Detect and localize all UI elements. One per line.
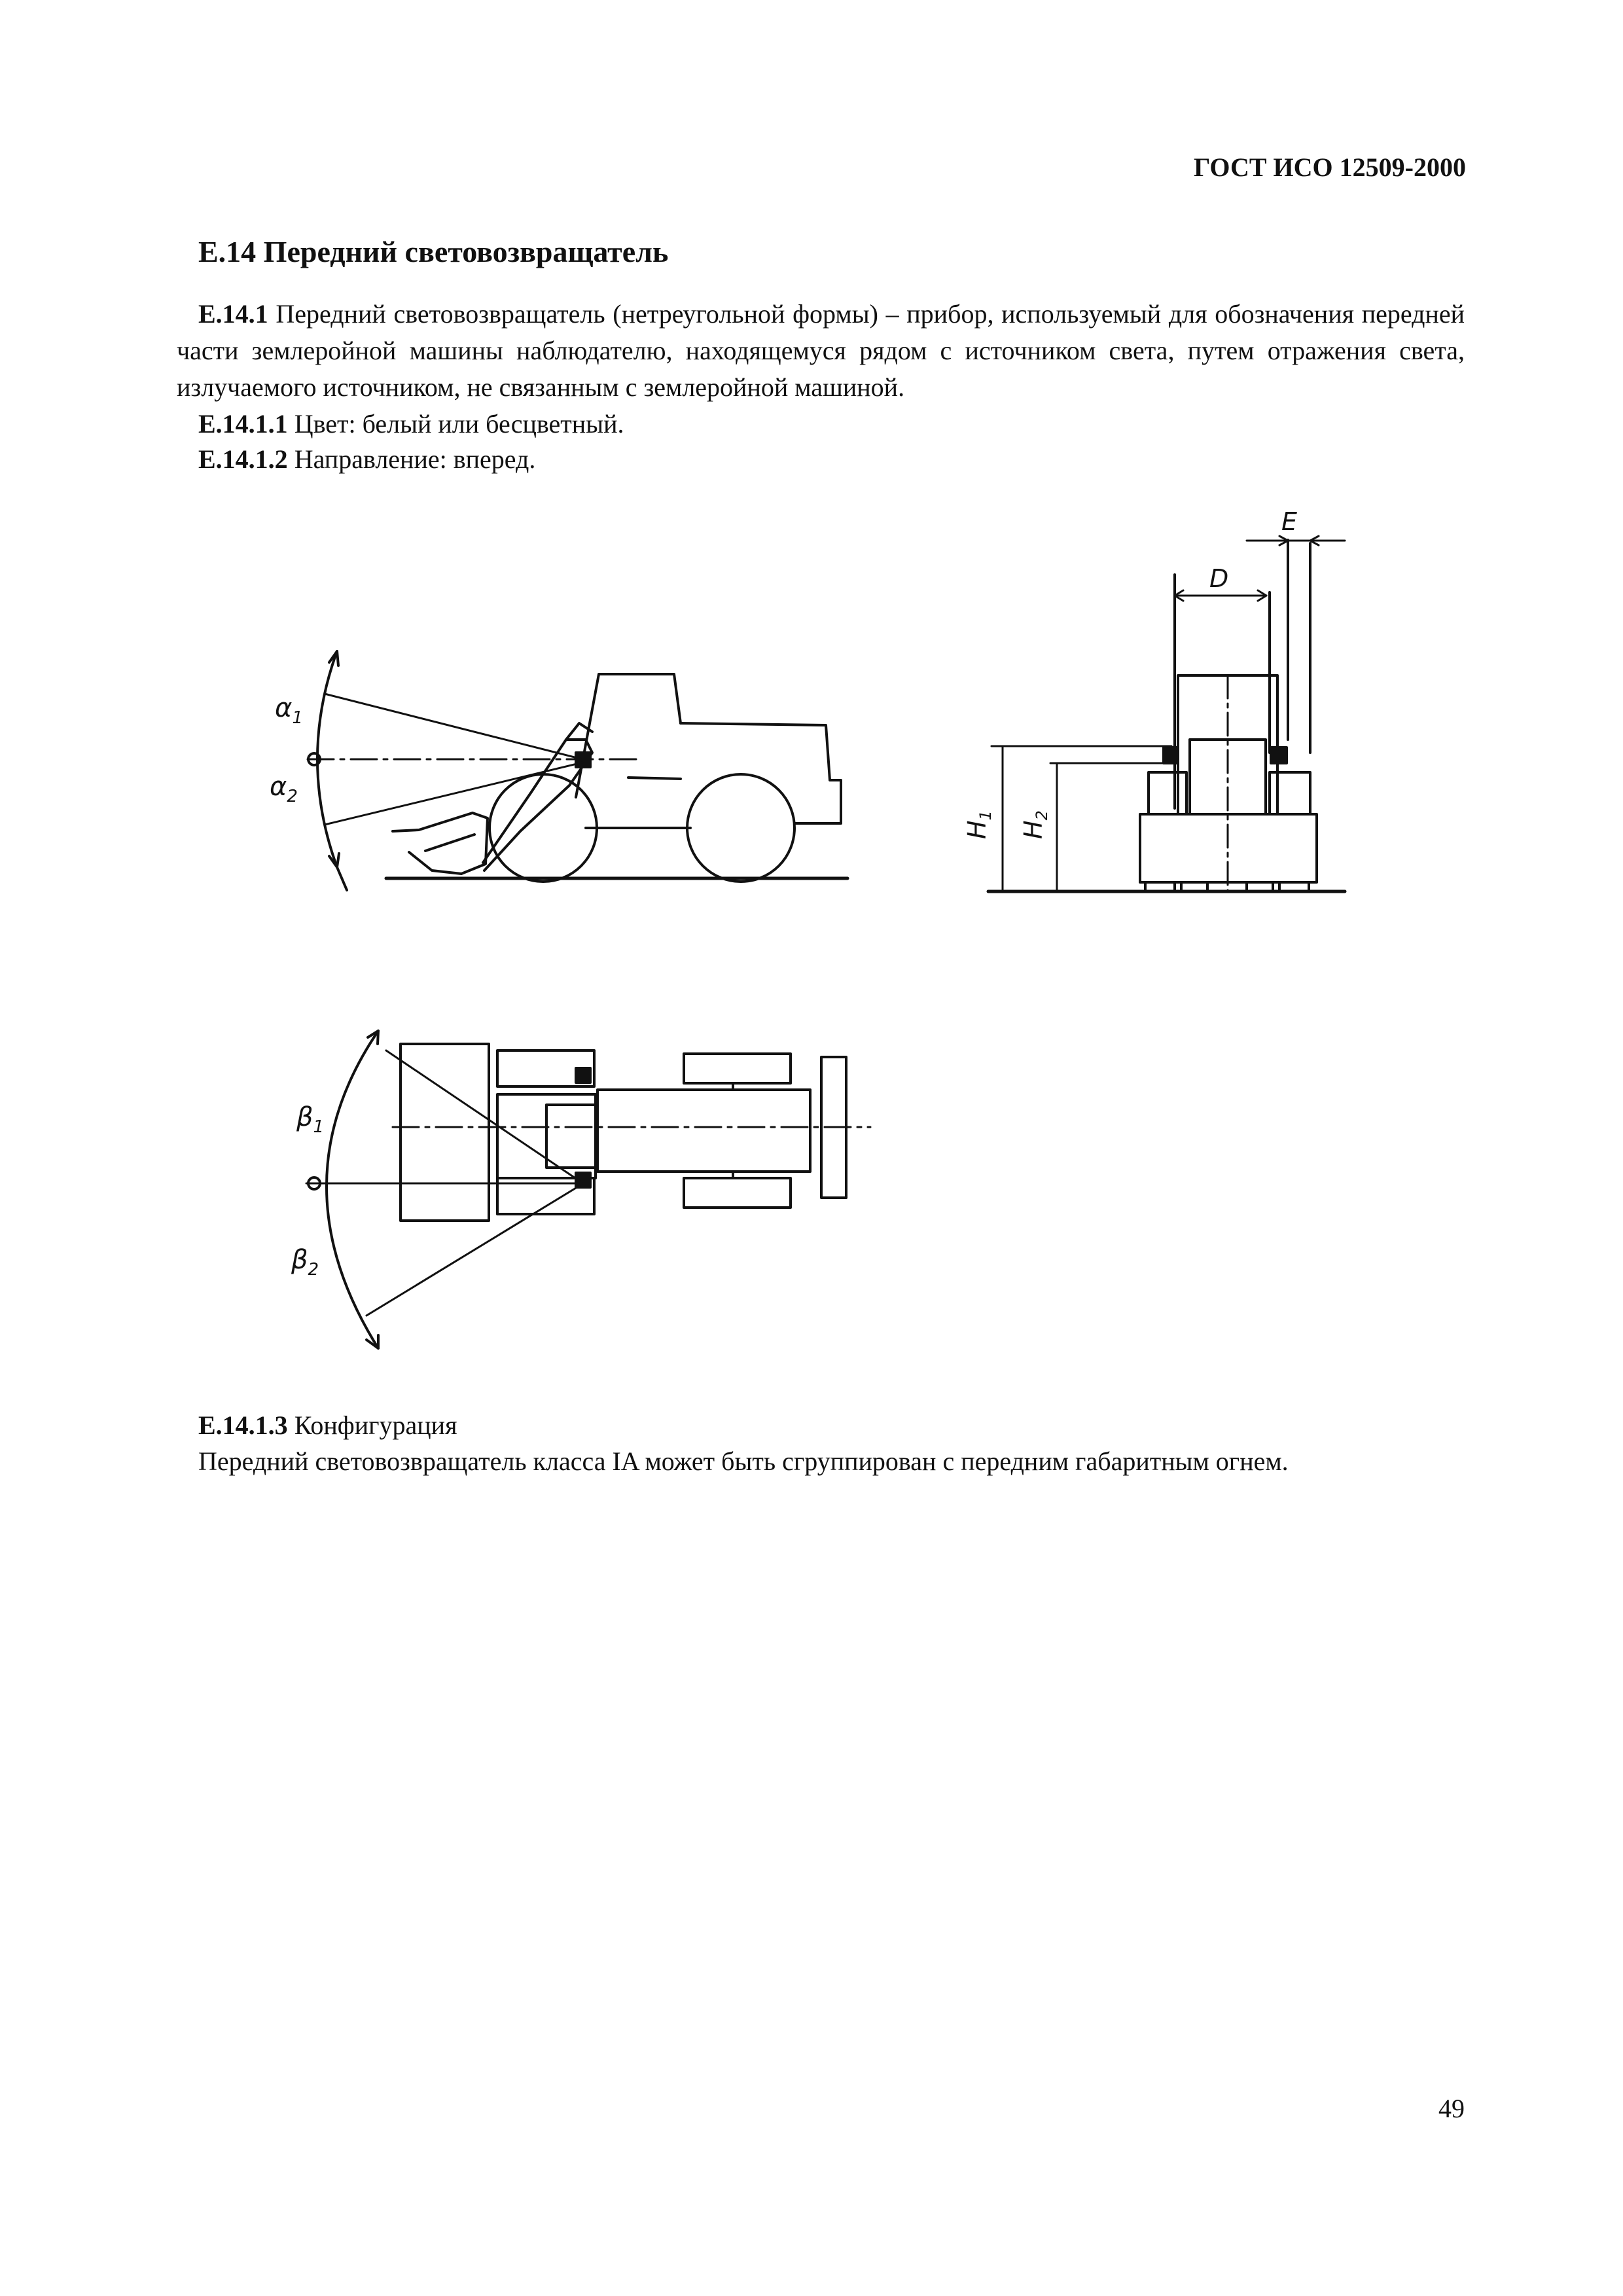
joint-top — [546, 1105, 597, 1168]
clause-text: Передний световозвращатель (нетреугольной формы) – прибор, используемый для обозначения передней части землеройной машины наблюдателю, находящемуся рядом с источником света, путем отражения света, излучаемого источником, не связанным с землеройной машиной. — [177, 299, 1465, 402]
page-number: 49 — [1438, 2094, 1465, 2123]
clause-text: Направление: вперед. — [294, 444, 536, 474]
top-angle-arc — [327, 1031, 378, 1348]
clause-number: Е.14.1.3 — [198, 1410, 288, 1440]
ray-beta1 — [386, 1050, 579, 1181]
bucket-outline — [393, 813, 488, 874]
top-view-drawing — [306, 1031, 870, 1348]
rear-wheel-top-left — [684, 1054, 791, 1083]
clause-e-14-1-3-heading — [198, 1407, 457, 1444]
bucket-top — [401, 1044, 489, 1221]
body-outline — [681, 723, 841, 823]
clause-number: Е.14.1 — [198, 299, 268, 329]
rear-wheel-top-right — [684, 1178, 791, 1208]
label-d: D — [1209, 564, 1229, 593]
right-side-block — [1270, 772, 1310, 814]
body-side-line — [628, 778, 681, 779]
arc-tail — [337, 867, 347, 890]
reflector-right — [1271, 747, 1287, 763]
reflector-left — [1164, 747, 1177, 763]
ray-alpha1 — [325, 694, 582, 759]
bucket-inner-line — [425, 834, 474, 851]
left-side-block — [1149, 772, 1186, 814]
clause-text: Цвет: белый или бесцветный. — [294, 409, 624, 439]
clause-e-14-1-3-text: Передний световозвращатель класса IA может быть сгруппирован с передним габаритным огнем. — [198, 1446, 1289, 1476]
reflector-top-left — [576, 1068, 590, 1083]
side-view-drawing — [308, 651, 847, 890]
ray-beta2 — [366, 1186, 579, 1316]
clause-number: Е.14.1.2 — [198, 444, 288, 474]
ray-alpha2 — [325, 762, 582, 825]
section-title: Е.14 Передний световозвращатель — [198, 235, 669, 268]
rear-body-top — [597, 1090, 810, 1172]
clause-number: Е.14.1.1 — [198, 409, 288, 439]
document-code: ГОСТ ИСО 12509-2000 — [1193, 152, 1466, 182]
label-h1: $H_1$ — [963, 810, 995, 839]
label-alpha1: $\alpha_1$ — [275, 693, 303, 728]
label-alpha2: $\alpha_2$ — [270, 772, 298, 806]
rear-wheel — [687, 774, 794, 882]
label-h2: $H_2$ — [1019, 810, 1051, 839]
label-beta2: $\beta_2$ — [291, 1245, 319, 1280]
label-e: E — [1281, 507, 1298, 536]
label-beta1: $\beta_1$ — [296, 1102, 325, 1137]
clause-title: Конфигурация — [294, 1410, 457, 1440]
